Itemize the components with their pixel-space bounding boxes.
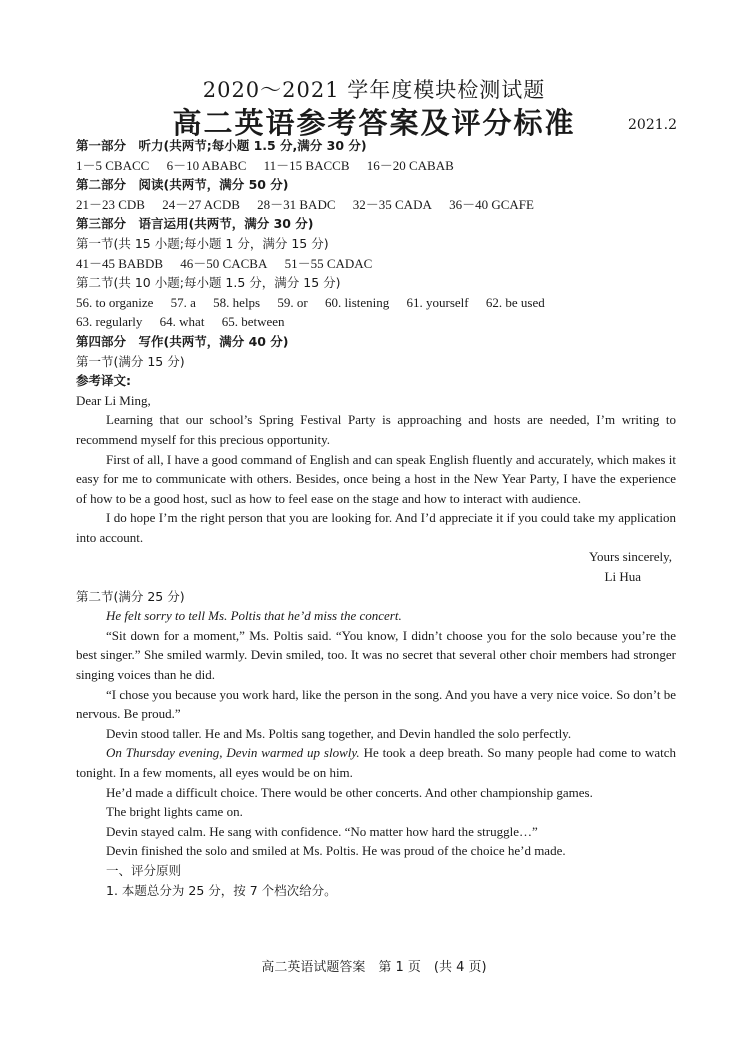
story-paragraph: The bright lights came on. [106,804,243,820]
answer-group: 36－40 GCAFE [449,196,534,212]
answer-item: 63. regularly [76,314,143,330]
grading-item: 1. 本题总分为 25 分，按 7 个档次给分。 [106,882,337,898]
letter-salutation: Dear Li Ming, [76,392,151,408]
answer-item: 56. to organize [76,294,154,310]
part4-heading: 第四部分 写作(共两节，满分 40 分) [76,333,289,349]
answer-content [76,136,676,900]
letter-paragraph: First of all, I have a good command of English and can speak English fluently and accurately, which makes it easy for me to communicate with others. Besides, once being a host in the New Year Party, I have the experience of how to be a good host, sucl as how to feel ease on the stage and how to interact with audience. [76,451,676,506]
answer-item: 64. what [159,314,205,330]
part4-section1-heading: 第一节(满分 15 分) [76,353,185,369]
answer-key-title: 高二英语参考答案及评分标准 [172,106,576,140]
answer-group: 41－45 BABDB [76,255,164,271]
answer-item: 61. yourself [406,294,469,310]
exam-date: 2021.2 [628,117,677,133]
answer-group: 24－27 ACDB [162,196,240,212]
answer-item: 65. between [221,314,285,330]
answer-group: 1－5 CBACC [76,157,150,173]
story-paragraph: Devin stayed calm. He sang with confidence. “No matter how hard the struggle…” [106,823,538,839]
part3-section1-answers [76,254,676,274]
answer-group: 46－50 CACBA [180,255,268,271]
letter-paragraph: Learning that our school’s Spring Festival Party is approaching and hosts are needed, I’m writing to recommend myself for this precious opportunity. [76,412,676,447]
story-paragraph: Devin stood taller. He and Ms. Poltis sang together, and Devin handled the solo perfectly. [106,725,572,741]
grading-principles-heading: 一、评分原则 [106,862,182,878]
answer-item: 62. be used [485,294,545,310]
letter-paragraph: I do hope I’m the right person that you are looking for. And I’d appreciate it if you could take my application into account. [76,510,676,545]
story-paragraph: He’d made a difficult choice. There would be other concerts. And other championship games. [106,784,593,800]
part1-heading: 第一部分 听力(共两节;每小题 1.5 分,满分 30 分) [76,138,367,153]
answer-group: 16－20 CABAB [366,157,454,173]
answer-group: 11－15 BACCB [263,157,350,173]
answer-item: 57. a [170,294,196,310]
part4-section2-heading: 第二节(满分 25 分) [76,588,185,604]
story-paragraph: Devin finished the solo and smiled at Ms. Poltis. He was proud of the choice he’d made. [106,843,566,859]
story-paragraph: “I chose you because you work hard, like the person in the song. And you have a very nice voice. So don’t be nervous. Be proud.” [76,686,676,722]
part1-answers [76,156,676,176]
answer-group: 21－23 CDB [76,196,145,212]
story-second-start: On Thursday evening, Devin warmed up slowly. [106,745,360,761]
answer-group: 32－35 CADA [352,196,432,212]
reference-label: 参考译文: [76,373,131,389]
part2-heading: 第二部分 阅读(共两节，满分 50 分) [76,177,289,193]
part3-heading: 第三部分 语言运用(共两节，满分 30 分) [76,216,314,232]
exam-year-title: 2020～2021 学年度模块检测试题 [202,78,546,102]
story-second-rest: He took a deep breath. So many people had come to watch tonight. In a few moments, all eyes would be on him. [76,745,676,780]
answer-item: 58. helps [213,294,261,310]
part2-answers [76,195,676,215]
letter-closing: Yours sincerely, [588,549,672,565]
part3-section2-answers-line2 [76,312,676,332]
answer-group: 51－55 CADAC [284,255,373,271]
story-first-line: He felt sorry to tell Ms. Poltis that he’d miss the concert. [106,608,402,624]
part3-section2-answers-line1 [76,293,676,313]
part3-section1-heading: 第一节(共 15 小题;每小题 1 分，满分 15 分) [76,235,329,251]
answer-item: 59. or [277,294,308,310]
answer-item: 60. listening [324,294,390,310]
page-footer: 高二英语试题答案 第 1 页 (共 4 页) [261,960,487,975]
answer-group: 6－10 ABABC [166,157,247,173]
answer-group: 28－31 BADC [257,196,336,212]
letter-signature: Li Hua [604,569,641,585]
story-paragraph [76,743,676,782]
part3-section2-heading: 第二节(共 10 小题;每小题 1.5 分，满分 15 分) [76,275,341,291]
story-paragraph: “Sit down for a moment,” Ms. Poltis said. “You know, I didn’t choose you for the solo because you’re the best singer.” She smiled warmly. Devin smiled, too. It was no secret that several other choir members had stronger singing voices than he did. [76,627,676,683]
